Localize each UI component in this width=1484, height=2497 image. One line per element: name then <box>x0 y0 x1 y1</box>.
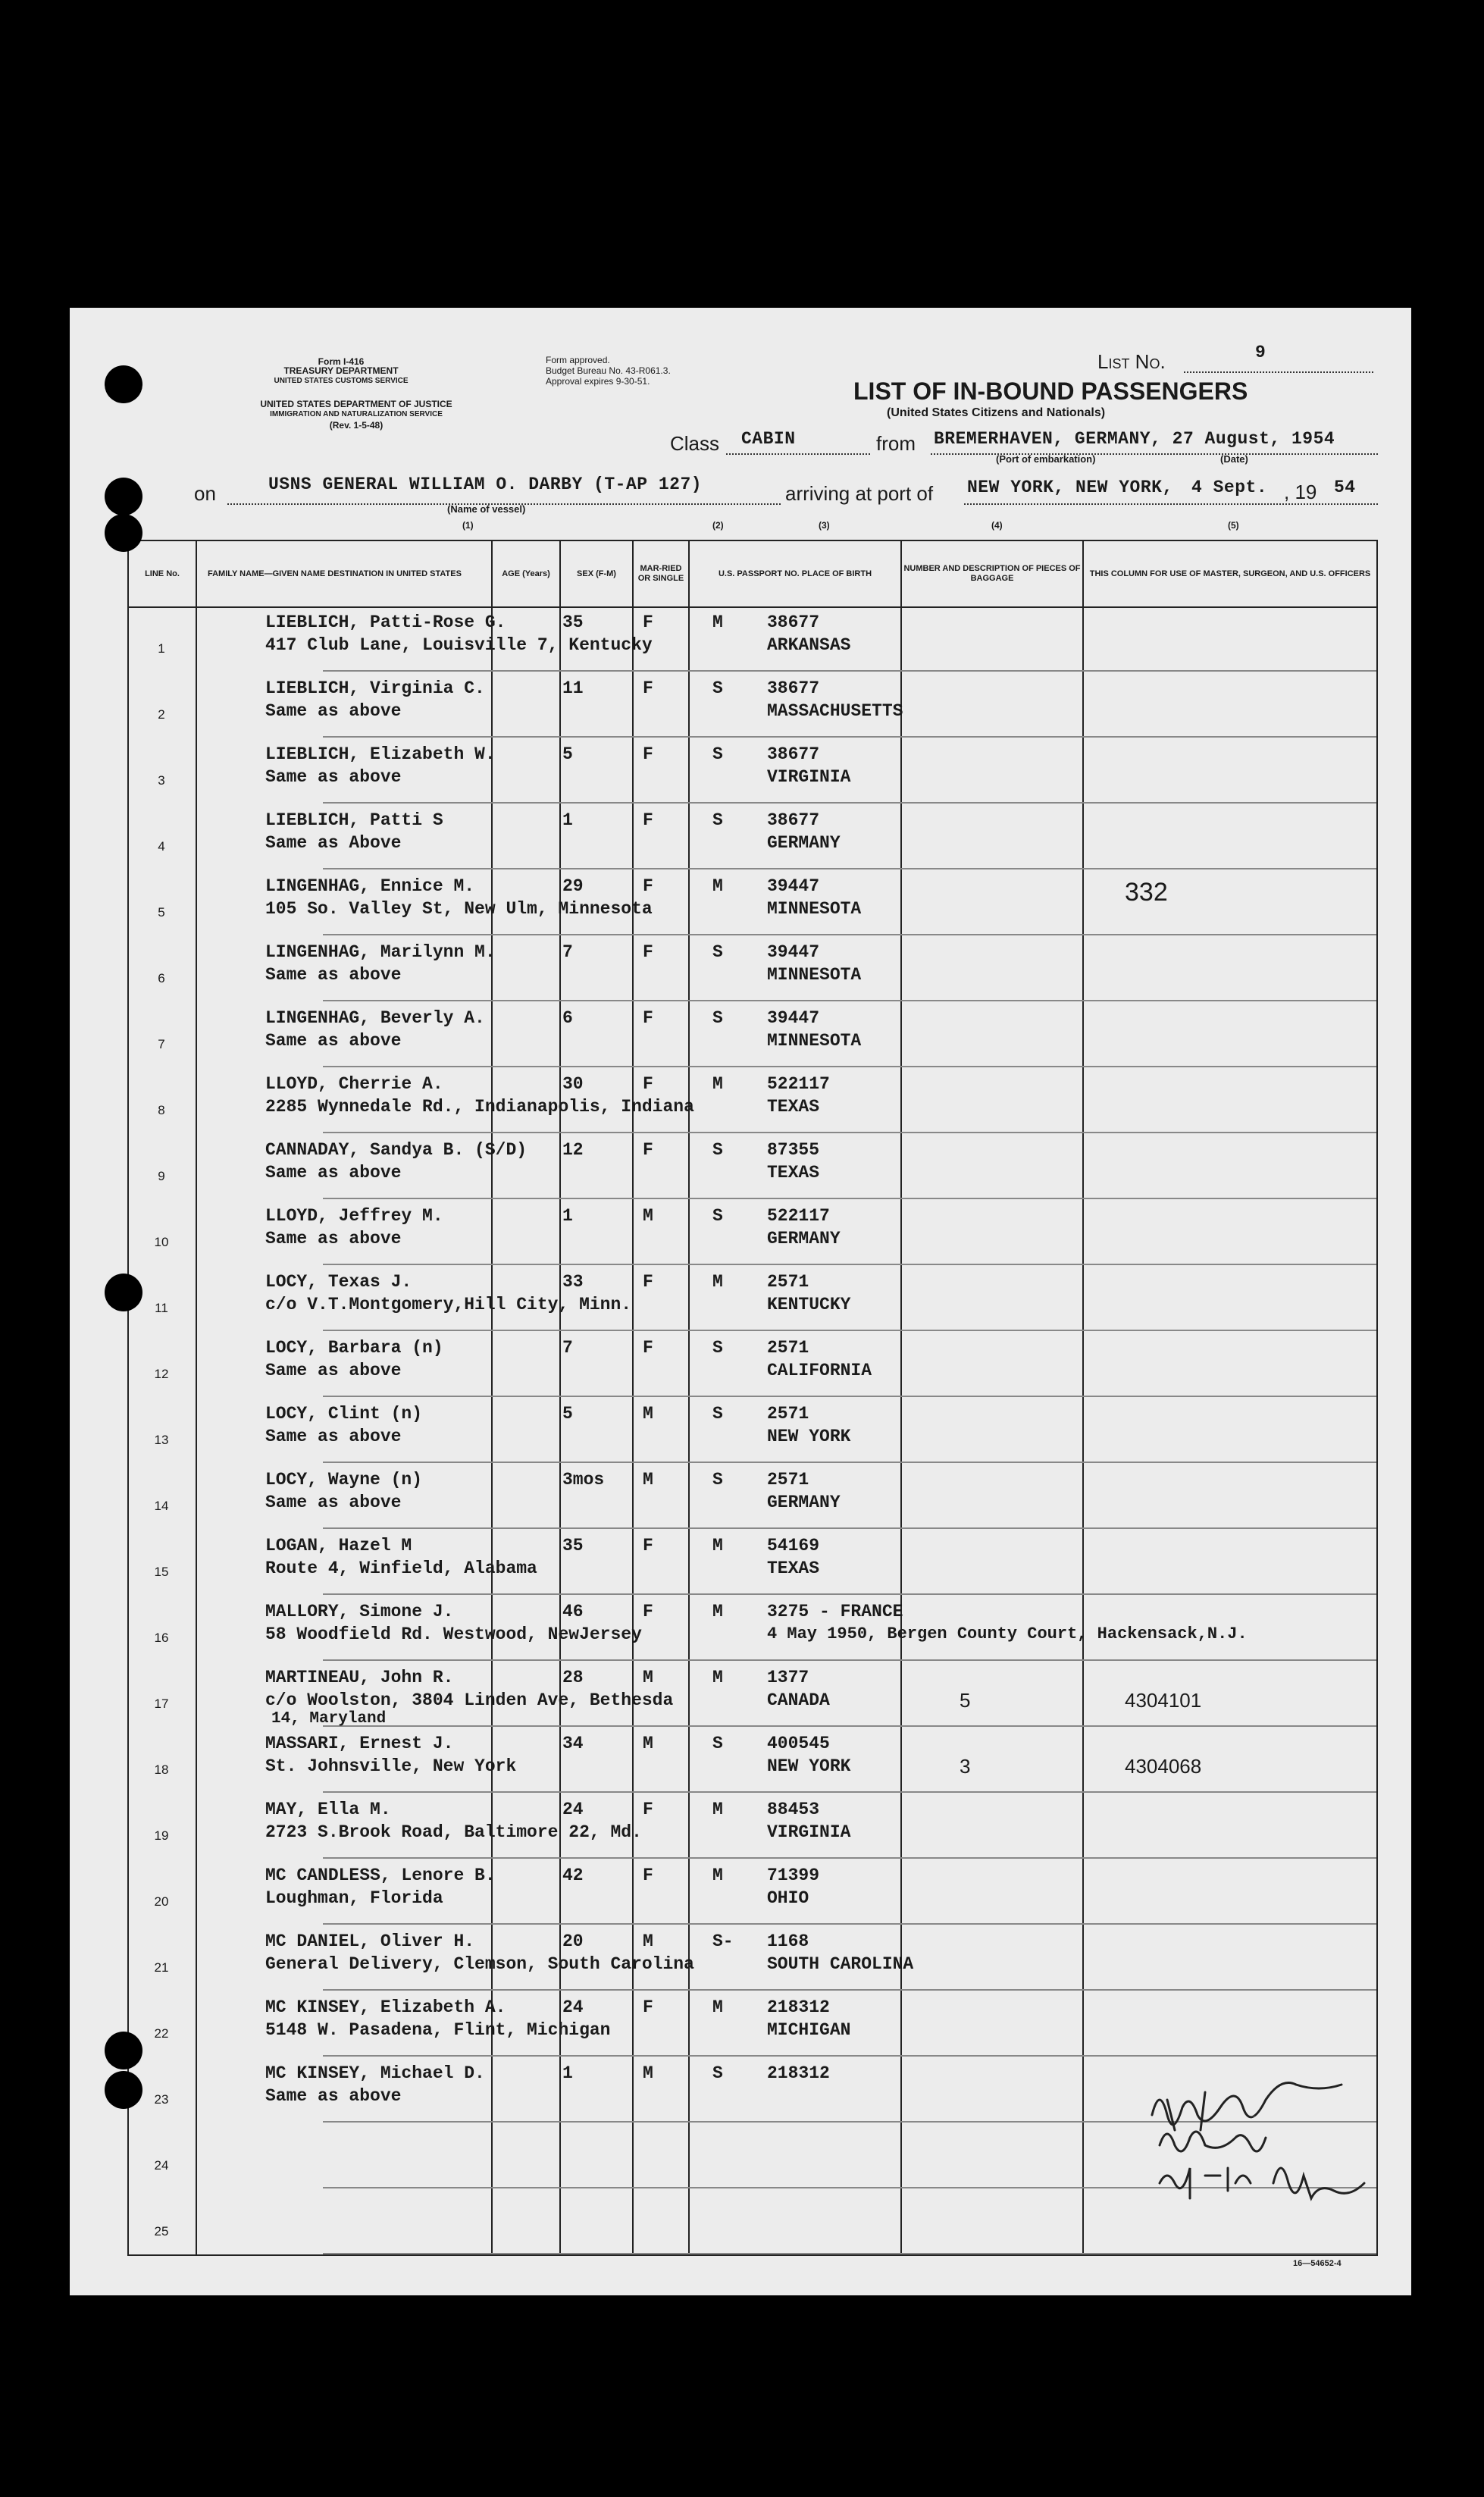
marital-status: S <box>712 1338 723 1358</box>
marital-status: S <box>712 744 723 764</box>
destination: 2285 Wynnedale Rd., Indianapolis, Indiana <box>265 1097 694 1117</box>
passport-number: 39447 <box>767 876 820 896</box>
line-number: 1 <box>158 641 165 656</box>
signature-text: H.J. Erangton <box>1251 2116 1256 2117</box>
row-divider <box>323 1989 1376 1991</box>
age: 28 <box>562 1668 584 1687</box>
officer-note: 332 <box>1125 878 1168 907</box>
sex: M <box>643 1206 653 1226</box>
line-number: 21 <box>154 1960 169 1975</box>
manifest-subtitle: (United States Citizens and Nationals) <box>887 406 1106 419</box>
col-header-age: AGE (Years) <box>492 540 560 607</box>
table-row <box>127 738 1376 804</box>
vessel-caption: (Name of vessel) <box>447 503 526 515</box>
age: 6 <box>562 1008 573 1028</box>
passport-number: 218312 <box>767 2063 830 2083</box>
col-header-officers: THIS COLUMN FOR USE OF MASTER, SURGEON, AND U.S. OFFICERS <box>1083 540 1377 607</box>
marital-status: S <box>712 1140 723 1160</box>
marital-status: S <box>712 1206 723 1226</box>
table-row <box>127 1925 1376 1991</box>
col-num-3: (3) <box>819 520 830 531</box>
destination: General Delivery, Clemson, South Carolina <box>265 1954 694 1974</box>
place-of-birth: TEXAS <box>767 1163 820 1183</box>
row-divider <box>323 1527 1376 1529</box>
passenger-name: LOCY, Texas J. <box>265 1272 412 1292</box>
arrival-year: 54 <box>1334 478 1356 497</box>
col-num-1: (1) <box>462 520 474 531</box>
destination: 417 Club Lane, Louisville 7, Kentucky <box>265 635 653 655</box>
sex: F <box>643 1140 653 1160</box>
place-of-birth: NEW YORK <box>767 1756 851 1776</box>
class-label: Class <box>670 432 720 455</box>
row-divider <box>323 1659 1376 1661</box>
officer-note: 4304101 <box>1125 1689 1202 1712</box>
table-row <box>127 1068 1376 1133</box>
date-caption: (Date) <box>1220 453 1248 465</box>
customs-service: UNITED STATES CUSTOMS SERVICE <box>274 377 409 385</box>
row-divider <box>323 868 1376 869</box>
place-of-birth: NEW YORK <box>767 1427 851 1446</box>
sex: M <box>643 1470 653 1490</box>
passport-number: 3275 - FRANCE <box>767 1602 903 1621</box>
inspector-signature <box>1137 2069 1410 2236</box>
line-number: 17 <box>154 1697 169 1711</box>
budget-bureau: Budget Bureau No. 43-R061.3. <box>546 365 671 376</box>
age: 20 <box>562 1931 584 1951</box>
table-row <box>127 1332 1376 1397</box>
marital-status: M <box>712 613 723 632</box>
row-divider <box>323 1462 1376 1463</box>
place-of-birth: MINNESOTA <box>767 899 862 919</box>
table-row <box>127 1266 1376 1331</box>
passenger-name: LIEBLICH, Virginia C. <box>265 678 485 698</box>
col-header-passport: U.S. PASSPORT NO. PLACE OF BIRTH <box>689 540 901 607</box>
list-no-value: 9 <box>1255 343 1266 362</box>
destination: 2723 S.Brook Road, Baltimore 22, Md. <box>265 1822 642 1842</box>
passenger-name: LLOYD, Cherrie A. <box>265 1074 443 1094</box>
marital-status: M <box>712 1272 723 1292</box>
col-header-sex: SEX (F-M) <box>560 540 633 607</box>
sex: F <box>643 876 653 896</box>
row-divider <box>323 1198 1376 1199</box>
line-number: 22 <box>154 2026 169 2041</box>
table-row <box>127 1464 1376 1529</box>
row-divider <box>323 670 1376 672</box>
passenger-name: CANNADAY, Sandya B. (S/D) <box>265 1140 528 1160</box>
marital-status: S <box>712 1470 723 1490</box>
line-number: 23 <box>154 2092 169 2107</box>
line-number: 25 <box>154 2224 169 2239</box>
age: 35 <box>562 1536 584 1556</box>
col-header-baggage: NUMBER AND DESCRIPTION OF PIECES OF BAGGAGE <box>901 540 1083 607</box>
class-line <box>726 453 870 455</box>
table-row <box>127 870 1376 935</box>
form-approved: Form approved. <box>546 355 610 365</box>
sex: M <box>643 1404 653 1424</box>
col-num-5: (5) <box>1228 520 1239 531</box>
footer-code: 16—54652-4 <box>1293 2259 1342 2268</box>
officer-note: 4304068 <box>1125 1755 1202 1778</box>
age: 3mos <box>562 1470 605 1490</box>
marital-status: M <box>712 1536 723 1556</box>
age: 1 <box>562 2063 573 2083</box>
place-of-birth: 4 May 1950, Bergen County Court, Hackensack,N.J. <box>767 1624 1248 1643</box>
line-number: 12 <box>154 1367 169 1381</box>
sex: F <box>643 1866 653 1885</box>
marital-status: M <box>712 1997 723 2017</box>
passport-number: 2571 <box>767 1272 809 1292</box>
sex: F <box>643 1008 653 1028</box>
age: 46 <box>562 1602 584 1621</box>
destination: Route 4, Winfield, Alabama <box>265 1559 537 1578</box>
row-divider <box>323 2253 1376 2254</box>
passenger-name: MC KINSEY, Elizabeth A. <box>265 1997 506 2017</box>
line-number: 3 <box>158 773 165 788</box>
line-number: 15 <box>154 1565 169 1579</box>
marital-status: M <box>712 1602 723 1621</box>
age: 1 <box>562 1206 573 1226</box>
passenger-name: MC DANIEL, Oliver H. <box>265 1931 475 1951</box>
row-divider <box>323 1066 1376 1067</box>
port-embark-caption: (Port of embarkation) <box>996 453 1096 465</box>
line-number: 16 <box>154 1631 169 1645</box>
age: 42 <box>562 1866 584 1885</box>
line-number: 24 <box>154 2158 169 2173</box>
line-number: 9 <box>158 1169 165 1183</box>
arrival-year-prefix: , 19 <box>1284 481 1317 503</box>
sex: F <box>643 810 653 830</box>
baggage-count: 3 <box>960 1755 971 1778</box>
passenger-name: MC KINSEY, Michael D. <box>265 2063 485 2083</box>
destination: 58 Woodfield Rd. Westwood, NewJersey <box>265 1624 642 1644</box>
line-number: 4 <box>158 839 165 854</box>
line-number: 7 <box>158 1037 165 1051</box>
line-number: 10 <box>154 1235 169 1249</box>
place-of-birth: GERMANY <box>767 1229 841 1248</box>
col-num-4: (4) <box>991 520 1003 531</box>
passport-number: 38677 <box>767 744 820 764</box>
list-no-line <box>1184 371 1373 373</box>
age: 5 <box>562 744 573 764</box>
passenger-name: LOCY, Barbara (n) <box>265 1338 443 1358</box>
passport-number: 2571 <box>767 1338 809 1358</box>
sex: M <box>643 2063 653 2083</box>
line-number: 13 <box>154 1433 169 1447</box>
passenger-name: LINGENHAG, Ennice M. <box>265 876 475 896</box>
punch-hole <box>105 514 142 552</box>
passport-number: 1168 <box>767 1931 809 1951</box>
marital-status: S <box>712 942 723 962</box>
list-no-label: List No. <box>1097 350 1166 373</box>
destination: c/o Woolston, 3804 Linden Ave, Bethesda <box>265 1690 674 1710</box>
destination: Same as above <box>265 965 402 985</box>
destination-cont: 14, Maryland <box>271 1710 387 1728</box>
passport-number: 88453 <box>767 1800 820 1819</box>
passenger-name: MASSARI, Ernest J. <box>265 1734 454 1753</box>
table-row <box>127 1991 1376 2057</box>
arrival-date: 4 Sept. <box>1191 478 1268 497</box>
sex: M <box>643 1931 653 1951</box>
passenger-name: MC CANDLESS, Lenore B. <box>265 1866 496 1885</box>
destination: Same as above <box>265 701 402 721</box>
class-value: CABIN <box>741 429 796 449</box>
passenger-name: LINGENHAG, Marilynn M. <box>265 942 496 962</box>
table-row <box>127 1662 1376 1727</box>
table-row <box>127 1530 1376 1595</box>
from-value: BREMERHAVEN, GERMANY, 27 August, 1954 <box>934 429 1335 449</box>
table-row <box>127 1859 1376 1925</box>
sex: F <box>643 1602 653 1621</box>
destination: Same as above <box>265 767 402 787</box>
passport-number: 522117 <box>767 1074 830 1094</box>
marital-status: S <box>712 1008 723 1028</box>
passenger-name: LIEBLICH, Elizabeth W. <box>265 744 496 764</box>
sex: F <box>643 1536 653 1556</box>
passenger-name: LLOYD, Jeffrey M. <box>265 1206 443 1226</box>
passport-number: 2571 <box>767 1470 809 1490</box>
passenger-name: LOCY, Clint (n) <box>265 1404 423 1424</box>
table-row <box>127 804 1376 869</box>
row-divider <box>323 1330 1376 1331</box>
row-divider <box>323 1264 1376 1265</box>
table-row <box>127 606 1376 672</box>
age: 7 <box>562 942 573 962</box>
destination: Same as above <box>265 1163 402 1183</box>
age: 34 <box>562 1734 584 1753</box>
passport-number: 71399 <box>767 1866 820 1885</box>
place-of-birth: KENTUCKY <box>767 1295 851 1314</box>
marital-status: M <box>712 1800 723 1819</box>
sex: F <box>643 1338 653 1358</box>
age: 7 <box>562 1338 573 1358</box>
row-divider <box>323 736 1376 738</box>
form-number: Form I-416 <box>318 356 365 367</box>
marital-status: M <box>712 1866 723 1885</box>
destination: Same as above <box>265 1427 402 1446</box>
age: 12 <box>562 1140 584 1160</box>
passport-number: 1377 <box>767 1668 809 1687</box>
row-divider <box>323 2055 1376 2057</box>
age: 29 <box>562 876 584 896</box>
manifest-title: LIST OF IN-BOUND PASSENGERS <box>853 378 1248 405</box>
place-of-birth: CALIFORNIA <box>767 1361 872 1380</box>
place-of-birth: SOUTH CAROLINA <box>767 1954 914 1974</box>
row-divider <box>323 934 1376 935</box>
baggage-count: 5 <box>960 1689 971 1712</box>
destination: Same as above <box>265 1493 402 1512</box>
table-row <box>127 672 1376 738</box>
marital-status: M <box>712 876 723 896</box>
place-of-birth: MASSACHUSETTS <box>767 701 903 721</box>
age: 35 <box>562 613 584 632</box>
row-divider <box>323 1857 1376 1859</box>
sex: F <box>643 1074 653 1094</box>
col-header-line: LINE No. <box>128 540 196 607</box>
line-number: 6 <box>158 971 165 985</box>
age: 30 <box>562 1074 584 1094</box>
destination: Same as above <box>265 1361 402 1380</box>
passenger-name: LINGENHAG, Beverly A. <box>265 1008 485 1028</box>
passenger-name: LOGAN, Hazel M <box>265 1536 412 1556</box>
marital-status: S <box>712 1734 723 1753</box>
marital-status: S <box>712 810 723 830</box>
sex: F <box>643 942 653 962</box>
passenger-name: MALLORY, Simone J. <box>265 1602 454 1621</box>
place-of-birth: CANADA <box>767 1690 830 1710</box>
age: 24 <box>562 1997 584 2017</box>
line-number: 19 <box>154 1828 169 1843</box>
passport-number: 38677 <box>767 678 820 698</box>
place-of-birth: TEXAS <box>767 1559 820 1578</box>
place-of-birth: OHIO <box>767 1888 809 1908</box>
marital-status: S <box>712 2063 723 2083</box>
row-divider <box>323 1725 1376 1727</box>
from-label: from <box>876 432 916 455</box>
punch-hole <box>105 2071 142 2109</box>
arrival-port: NEW YORK, NEW YORK, <box>967 478 1173 497</box>
treasury-dept: TREASURY DEPARTMENT <box>283 365 399 376</box>
row-divider <box>323 1923 1376 1925</box>
place-of-birth: VIRGINIA <box>767 767 851 787</box>
punch-hole <box>105 2032 142 2069</box>
vessel-name: USNS GENERAL WILLIAM O. DARBY (T-AP 127) <box>268 475 703 494</box>
marital-status: S- <box>712 1931 734 1951</box>
destination: 5148 W. Pasadena, Flint, Michigan <box>265 2020 611 2040</box>
marital-status: S <box>712 1404 723 1424</box>
line-number: 20 <box>154 1894 169 1909</box>
passport-number: 87355 <box>767 1140 820 1160</box>
approval-expires: Approval expires 9-30-51. <box>546 376 650 387</box>
line-number: 5 <box>158 905 165 920</box>
row-divider <box>323 1000 1376 1001</box>
revision: (Rev. 1-5-48) <box>329 420 384 431</box>
table-row <box>127 1596 1376 1661</box>
destination: Same as above <box>265 1229 402 1248</box>
arriving-label: arriving at port of <box>785 482 934 505</box>
age: 1 <box>562 810 573 830</box>
passenger-name: LIEBLICH, Patti-Rose G. <box>265 613 506 632</box>
destination: Same as above <box>265 1031 402 1051</box>
sex: F <box>643 1997 653 2017</box>
line-number: 11 <box>155 1301 168 1315</box>
punch-hole <box>105 1274 142 1311</box>
line-number: 18 <box>154 1762 169 1777</box>
line-number: 14 <box>154 1499 169 1513</box>
sex: F <box>643 678 653 698</box>
marital-status: M <box>712 1668 723 1687</box>
row-divider <box>323 1132 1376 1133</box>
destination: Same as Above <box>265 833 402 853</box>
place-of-birth: ARKANSAS <box>767 635 851 655</box>
passport-number: 38677 <box>767 810 820 830</box>
line-number: 8 <box>158 1103 165 1117</box>
row-divider <box>323 1396 1376 1397</box>
passport-number: 400545 <box>767 1734 830 1753</box>
row-divider <box>323 1791 1376 1793</box>
table-row <box>127 1794 1376 1859</box>
sex: M <box>643 1668 653 1687</box>
marital-status: S <box>712 678 723 698</box>
place-of-birth: GERMANY <box>767 1493 841 1512</box>
passport-number: 218312 <box>767 1997 830 2017</box>
col-header-name: FAMILY NAME—GIVEN NAME DESTINATION IN UNITED STATES <box>196 540 492 607</box>
on-label: on <box>194 482 216 505</box>
row-divider <box>323 802 1376 804</box>
table-row <box>127 1728 1376 1793</box>
passport-number: 39447 <box>767 1008 820 1028</box>
passport-number: 38677 <box>767 613 820 632</box>
age: 5 <box>562 1404 573 1424</box>
passenger-name: MAY, Ella M. <box>265 1800 391 1819</box>
destination: Loughman, Florida <box>265 1888 443 1908</box>
table-row <box>127 1134 1376 1199</box>
table-row <box>127 1002 1376 1067</box>
place-of-birth: TEXAS <box>767 1097 820 1117</box>
justice-dept: UNITED STATES DEPARTMENT OF JUSTICE <box>260 399 452 409</box>
punch-hole <box>105 365 142 403</box>
passenger-name: MARTINEAU, John R. <box>265 1668 454 1687</box>
passport-number: 39447 <box>767 942 820 962</box>
passenger-name: LIEBLICH, Patti S <box>265 810 443 830</box>
passenger-name: LOCY, Wayne (n) <box>265 1470 423 1490</box>
table-row <box>127 1398 1376 1463</box>
place-of-birth: GERMANY <box>767 833 841 853</box>
marital-status: M <box>712 1074 723 1094</box>
passport-number: 54169 <box>767 1536 820 1556</box>
col-num-2: (2) <box>712 520 724 531</box>
punch-hole <box>105 478 142 515</box>
age: 11 <box>562 678 584 698</box>
age: 24 <box>562 1800 584 1819</box>
place-of-birth: MINNESOTA <box>767 1031 862 1051</box>
sex: F <box>643 744 653 764</box>
destination: St. Johnsville, New York <box>265 1756 517 1776</box>
place-of-birth: MICHIGAN <box>767 2020 851 2040</box>
sex: M <box>643 1734 653 1753</box>
place-of-birth: MINNESOTA <box>767 965 862 985</box>
sex: F <box>643 613 653 632</box>
table-row <box>127 936 1376 1001</box>
age: 33 <box>562 1272 584 1292</box>
place-of-birth: VIRGINIA <box>767 1822 851 1842</box>
ins-service: IMMIGRATION AND NATURALIZATION SERVICE <box>270 410 443 418</box>
col-header-married: MAR-RIED OR SINGLE <box>633 540 689 607</box>
row-divider <box>323 1593 1376 1595</box>
destination: 105 So. Valley St, New Ulm, Minnesota <box>265 899 653 919</box>
destination: Same as above <box>265 2086 402 2106</box>
line-number: 2 <box>158 707 165 722</box>
destination: c/o V.T.Montgomery,Hill City, Minn. <box>265 1295 632 1314</box>
sex: F <box>643 1272 653 1292</box>
passport-number: 2571 <box>767 1404 809 1424</box>
sex: F <box>643 1800 653 1819</box>
table-row <box>127 1200 1376 1265</box>
passport-number: 522117 <box>767 1206 830 1226</box>
